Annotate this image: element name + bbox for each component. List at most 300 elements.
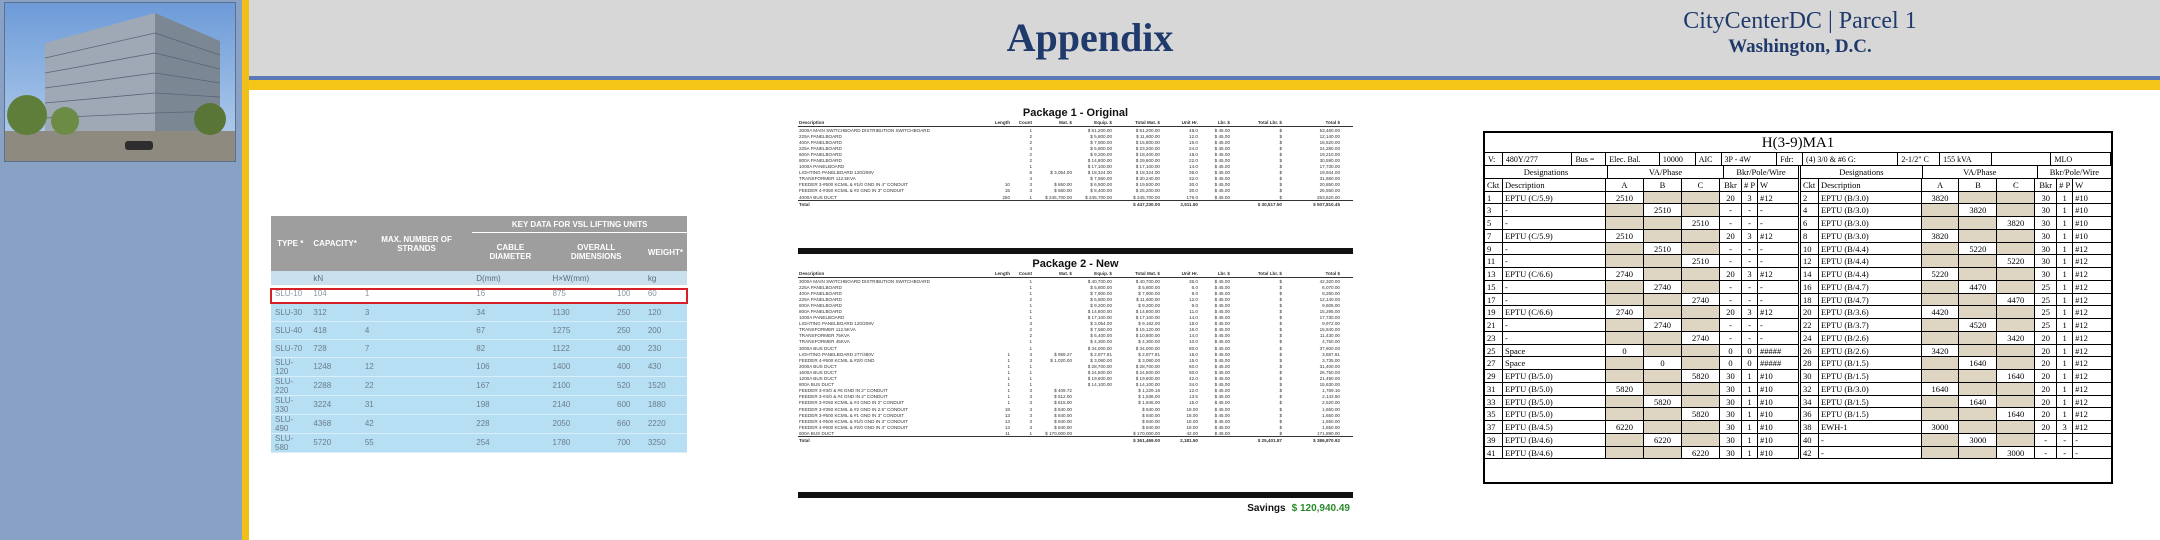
unit-cell xyxy=(549,271,613,285)
package-cell: 18.00 xyxy=(1186,424,1198,430)
package-cell: LIGHTING PANELBOARD 277/480V xyxy=(799,351,874,357)
panel-cell: Space xyxy=(1503,357,1606,369)
panel-column-header xyxy=(1801,179,2111,192)
panel-cell: 30 xyxy=(1720,370,1742,382)
panel-circuit-row xyxy=(1801,204,2111,217)
package-cell: $ 11,600.00 xyxy=(1136,133,1160,139)
panel-cell: - xyxy=(1720,332,1742,344)
panel-cell xyxy=(1922,255,1960,267)
table-cell: 167 xyxy=(472,376,548,395)
panel-cell: 5220 xyxy=(1997,255,2035,267)
package-cell: 2 xyxy=(1029,133,1032,139)
panel-circuit-row xyxy=(1801,306,2111,319)
panel-cell xyxy=(1922,332,1960,344)
package-cell: $ 245,700.00 xyxy=(1133,194,1160,200)
panel-cell xyxy=(1644,383,1682,395)
package-cell: 6.0 xyxy=(1191,284,1198,290)
panel-cell: 1640 xyxy=(1959,396,1997,408)
panel-cell xyxy=(1644,230,1682,242)
panel-cell: #12 xyxy=(2075,358,2088,369)
package-cell: $ 40,700.00 xyxy=(1087,278,1112,284)
package-cell: $ 45.00 xyxy=(1214,394,1230,400)
panel-cell: #12 xyxy=(1760,230,1773,241)
package-cell: LIGHTING PANELBOARD 120/208V xyxy=(799,170,874,176)
package-cell: 13 xyxy=(1004,424,1010,430)
package-cell: FEEDER 4-#600 KCMIL & #2/0 GND xyxy=(799,357,875,363)
panel-cell: - xyxy=(1503,255,1606,267)
package-cell: 2,520.00 xyxy=(1322,400,1340,406)
unit-separator: × xyxy=(558,273,563,283)
table-cell: 5720 xyxy=(309,433,360,452)
package-cell: 2 xyxy=(1029,139,1032,145)
table-cell: SLU-330 xyxy=(271,395,309,414)
panel-cell: 31 xyxy=(1485,383,1503,395)
package-row xyxy=(798,327,1353,333)
panel-cell: 4 xyxy=(1801,204,1819,216)
panel-cell: 36 xyxy=(1801,408,1819,420)
panel-cell: 25 xyxy=(1485,345,1503,357)
panel-cell: 40 xyxy=(1801,434,1819,446)
panel-cell: 1 xyxy=(1742,396,1758,408)
panel-cell: 1640 xyxy=(1922,383,1960,395)
package-cell: 24,280.00 xyxy=(1319,145,1340,151)
package-cell: $ xyxy=(1279,363,1282,369)
package-cell: 1 xyxy=(1007,394,1010,400)
package-cell: $ 18,324.00 xyxy=(1087,170,1112,176)
panel-cell: - xyxy=(1503,281,1606,293)
panel-circuit-row xyxy=(1485,408,1798,421)
panel-cell: - xyxy=(1760,332,1763,343)
package-cell: 3000A MAIN SWITCHBOARD DISTRIBUTION SWITCHBOARD xyxy=(799,127,930,133)
panel-cell: EPTU (B/3.0) xyxy=(1819,204,1922,216)
panel-cell: EPTU (B/4.6) xyxy=(1503,447,1606,459)
table-cell: 100 xyxy=(613,285,644,303)
panel-cell: - xyxy=(1760,294,1763,305)
package-cell: 3 xyxy=(1029,182,1032,188)
package-cell: $ 45.00 xyxy=(1214,302,1230,308)
panel-cell: 3420 xyxy=(1997,332,2035,344)
panel-cell: 1 xyxy=(2057,408,2073,420)
package-cell: $ 245,700.00 xyxy=(1085,194,1112,200)
package-cell: 1,650.00 xyxy=(1322,424,1340,430)
table-cell: 400 xyxy=(613,357,644,376)
panel-cell: 1 xyxy=(2057,243,2073,255)
panel-cell: - xyxy=(1742,255,1758,267)
panel-cell: 20 xyxy=(2035,357,2057,369)
panel-cell: - xyxy=(1503,319,1606,331)
panel-cell: - xyxy=(1720,255,1742,267)
panel-cell: 5220 xyxy=(1922,268,1960,280)
package-cell: 15,295.00 xyxy=(1319,309,1340,315)
package-cell: $ 245,700.00 xyxy=(1045,194,1072,200)
panel-cell: 30 xyxy=(2035,268,2057,280)
package-cell: 24.0 xyxy=(1189,145,1198,151)
panel-cell xyxy=(1959,370,1997,382)
panel-cell: EPTU (B/4.4) xyxy=(1819,243,1922,255)
panel-cell: 15 xyxy=(1485,281,1503,293)
panel-circuit-row xyxy=(1801,332,2111,345)
building-photo xyxy=(4,2,236,162)
package-cell: $ 11,600.00 xyxy=(1136,296,1160,302)
panel-cell xyxy=(1682,396,1720,408)
package-cell: $ 45.00 xyxy=(1214,296,1230,302)
panel-cell: 9 xyxy=(1485,243,1503,255)
table-row xyxy=(271,414,687,433)
panel-cell: - xyxy=(1742,243,1758,255)
panel-cell xyxy=(1606,396,1644,408)
panel-cell: EWH-1 xyxy=(1819,421,1922,433)
panel-cell: 1 xyxy=(1742,370,1758,382)
package-cell: 1 xyxy=(1029,345,1032,351)
panel-cell: 22 xyxy=(1801,319,1819,331)
panel-cell xyxy=(1997,383,2035,395)
package-cell: $ 28,700.00 xyxy=(1087,363,1112,369)
panel-cell: EPTU (B/5.0) xyxy=(1503,383,1606,395)
package-cell: TRANSFORMER 45KVA xyxy=(799,339,850,345)
panel-cell: 2510 xyxy=(1606,192,1644,204)
package-cell: 600A PANELBOARD xyxy=(799,151,842,157)
panel-cell: 30 xyxy=(1720,434,1742,446)
panel-cell xyxy=(1682,434,1720,446)
panel-cell: 0 xyxy=(1606,345,1644,357)
package-cell: $ 5,800.00 xyxy=(1090,296,1112,302)
package-row xyxy=(798,133,1353,139)
panel-cell: 1 xyxy=(2057,192,2073,204)
package-cell: $ 51,200.00 xyxy=(1087,127,1112,133)
panel-cell: EPTU (B/1.5) xyxy=(1819,370,1922,382)
panel-cell xyxy=(1644,268,1682,280)
package-header-cell: Count xyxy=(1018,271,1032,276)
package-cell: 1,769.16 xyxy=(1322,388,1340,394)
package-total-cell: $ 30,517.50 xyxy=(1257,202,1282,208)
package-cell: 53,460.00 xyxy=(1319,127,1340,133)
panel-cell: EPTU (B/2.6) xyxy=(1819,332,1922,344)
package-header-cell: Length xyxy=(994,271,1010,276)
package-cell: 12,140.00 xyxy=(1319,296,1340,302)
panel-circuit-row xyxy=(1485,281,1798,294)
package-cell: 250 xyxy=(1002,194,1010,200)
package-cell: 3 xyxy=(1029,351,1032,357)
package-cell: $ xyxy=(1279,345,1282,351)
package-header-cell: Unit Hr. xyxy=(1181,120,1198,125)
panel-cell: 20 xyxy=(2035,408,2057,420)
panel-cell xyxy=(1959,421,1997,433)
panel-cell: #12 xyxy=(1760,307,1773,318)
package-cell: 15.0 xyxy=(1189,357,1198,363)
package-row xyxy=(798,139,1353,145)
panel-cell: 20 xyxy=(1801,306,1819,318)
package-cell: FEEDER 4-#350 KCMIL & #2 GND IN 3" CONDUIT xyxy=(799,188,905,194)
panel-column-label: W xyxy=(1760,179,1769,190)
table-cell: 1275 xyxy=(549,321,613,339)
panel-cell: #10 xyxy=(2075,230,2088,241)
package-cell: $ 45.00 xyxy=(1214,139,1230,145)
package-cell: 1 xyxy=(1029,290,1032,296)
panel-cell: #12 xyxy=(2075,383,2088,394)
table-cell: 60 xyxy=(644,285,687,303)
table-row xyxy=(271,357,687,376)
package-cell: 1000A PANELBOARD xyxy=(799,164,845,170)
package-total-cell: Total xyxy=(799,202,810,208)
package-row xyxy=(798,363,1353,369)
panel-circuit-row xyxy=(1801,319,2111,332)
panel-cell xyxy=(1922,434,1960,446)
panel-cell: - xyxy=(1503,332,1606,344)
panel-cell xyxy=(1682,319,1720,331)
package-cell: 1 xyxy=(1029,382,1032,388)
panel-cell xyxy=(1606,255,1644,267)
table-cell: 22 xyxy=(361,376,472,395)
package-cell: 4000A BUS DUCT xyxy=(799,194,837,200)
panel-cell: - xyxy=(1720,217,1742,229)
panel-cell: - xyxy=(1720,243,1742,255)
package-cell: 32.0 xyxy=(1189,176,1198,182)
package-cell: $ 17,100.00 xyxy=(1135,315,1160,321)
package-cell: 225A PANELBOARD xyxy=(799,133,842,139)
package-row xyxy=(798,308,1353,314)
panel-cell: 24 xyxy=(1801,332,1819,344)
package-cell: 3 xyxy=(1029,400,1032,406)
panel-cell: 28 xyxy=(1801,357,1819,369)
package-cell: 18.0 xyxy=(1189,321,1198,327)
package-cell: $ 7,900.00 xyxy=(1138,290,1160,296)
table-cell: SLU-70 xyxy=(271,339,309,357)
package-cell: $ 45.00 xyxy=(1214,388,1230,394)
package-cell: $ 14,100.00 xyxy=(1087,382,1112,388)
panel-cell: - xyxy=(1503,243,1606,255)
package-cell: 11 xyxy=(1005,430,1010,436)
panel-cell: - xyxy=(1503,204,1606,216)
package-cell: $ 45.00 xyxy=(1214,188,1230,194)
table-cell: 228 xyxy=(472,414,548,433)
package-cell: $ 409.72 xyxy=(1054,388,1072,394)
package-cell: 600A PANELBOARD xyxy=(799,302,842,308)
panel-cell: #12 xyxy=(2075,422,2088,432)
package-total-cell: $ 447,230.00 xyxy=(1133,202,1160,208)
panel-cell xyxy=(1644,192,1682,204)
table-cell: 3224 xyxy=(309,395,360,414)
panel-circuit-row xyxy=(1801,192,2111,205)
panel-cell: 5 xyxy=(1485,217,1503,229)
panel-group-label: VA/Phase xyxy=(1608,166,1724,178)
package-cell: $ xyxy=(1279,188,1282,194)
package-header-cell: Mat. $ xyxy=(1058,271,1072,276)
panel-cell: - xyxy=(1742,204,1758,216)
package-cell: $ xyxy=(1279,333,1282,339)
table-cell: 104 xyxy=(309,285,360,303)
panel-circuit-row xyxy=(1485,332,1798,345)
package-cell: $ xyxy=(1279,327,1282,333)
package-cell: TRANSFORMER 112.5KVA xyxy=(799,176,856,182)
package-row xyxy=(798,351,1353,357)
package-cell: $ 170,000.00 xyxy=(1133,430,1160,436)
panel-cell: 4470 xyxy=(1959,281,1997,293)
panel-cell: #12 xyxy=(1760,269,1773,279)
package2-table xyxy=(798,270,1353,444)
package-cell: 1 xyxy=(1029,315,1032,321)
panel-cell: - xyxy=(1819,447,1922,459)
package-cell: $ 6,500.00 xyxy=(1090,182,1112,188)
package-cell: 2000A BUS DUCT xyxy=(799,363,837,369)
panel-cell: 1 xyxy=(2057,217,2073,229)
package-cell: 22.0 xyxy=(1189,158,1198,164)
package-cell: 30.0 xyxy=(1189,188,1198,194)
package-cell: 1 xyxy=(1007,351,1010,357)
table-cell: 250 xyxy=(613,321,644,339)
panel-cell: 13 xyxy=(1485,268,1503,280)
package-cell: 225A PANELBOARD xyxy=(799,145,842,151)
panel-cell: EPTU (B/2.6) xyxy=(1819,345,1922,357)
package-cell: $ 45.00 xyxy=(1214,290,1230,296)
table-cell: 1122 xyxy=(549,339,613,357)
package-cell: 2 xyxy=(1029,158,1032,164)
package2-divider xyxy=(798,492,1353,498)
panel-circuit-row xyxy=(1485,383,1798,396)
package-row xyxy=(798,164,1353,170)
package-header-cell: Unit Hr. xyxy=(1181,271,1198,276)
panel-cell: 2740 xyxy=(1606,268,1644,280)
package-row xyxy=(798,176,1353,182)
panel-circuit-row xyxy=(1485,357,1798,370)
package-cell: $ 45.00 xyxy=(1214,170,1230,176)
panel-cell: - xyxy=(1819,434,1922,446)
panel-cell: #10 xyxy=(1760,409,1773,420)
panel-cell xyxy=(1644,306,1682,318)
panel-cell: 4470 xyxy=(1997,294,2035,306)
panel-cell: 42 xyxy=(1801,447,1819,459)
panel-cell: 0 xyxy=(1644,357,1682,369)
package-cell: 4,750.00 xyxy=(1322,339,1340,345)
panel-circuit-row xyxy=(1485,255,1798,268)
panel-circuit-row xyxy=(1485,268,1798,281)
package-header-row xyxy=(798,119,1353,127)
panel-cell: 12 xyxy=(1801,255,1819,267)
package-cell: $ 840.00 xyxy=(1054,424,1072,430)
package-cell: 3 xyxy=(1029,424,1032,430)
package-header-cell: Equip. $ xyxy=(1094,120,1112,125)
panel-cell: 25 xyxy=(2035,281,2057,293)
sidebar-accent-stripe xyxy=(242,0,249,540)
package-cell: 1,650.00 xyxy=(1322,412,1340,418)
panel-cell: 1640 xyxy=(1997,408,2035,420)
panel-cell: - xyxy=(1720,294,1742,306)
package-header-cell: Count xyxy=(1018,120,1032,125)
package-header-cell: Mat. $ xyxy=(1058,120,1072,125)
package-cell: 10.0 xyxy=(1189,339,1198,345)
panel-cell: - xyxy=(1760,256,1763,267)
panel-circuit-row xyxy=(1485,421,1798,434)
panel-group-header xyxy=(1485,166,1798,179)
package-cell: $ 45.00 xyxy=(1214,406,1230,412)
table-cell: SLU-40 xyxy=(271,321,309,339)
panel-cell xyxy=(1682,243,1720,255)
package-cell: $ 19,600.00 xyxy=(1135,376,1160,382)
package-cell: 11,430.00 xyxy=(1319,333,1340,339)
panel-info-cell: Fdr: xyxy=(1777,153,1803,165)
panel-cell: EPTU (B/3.7) xyxy=(1819,319,1922,331)
savings-summary xyxy=(1190,503,1350,514)
package-cell: 1 xyxy=(1029,363,1032,369)
panel-cell xyxy=(1682,306,1720,318)
table-cell: 82 xyxy=(472,339,548,357)
panel-cell xyxy=(1644,370,1682,382)
package-cell: $ 840.00 xyxy=(1054,412,1072,418)
panel-column-label: Ckt xyxy=(1801,179,1819,191)
panel-cell: 1 xyxy=(1742,434,1758,446)
panel-column-label: C xyxy=(1997,179,2035,191)
panel-cell: 3820 xyxy=(1922,230,1960,242)
panel-cell: 6220 xyxy=(1682,447,1720,459)
table-cell: 875 xyxy=(549,285,613,303)
panel-cell xyxy=(1997,421,2035,433)
panel-cell: - xyxy=(2075,447,2078,458)
table-row xyxy=(271,433,687,452)
units-row xyxy=(271,271,687,285)
panel-cell: 3 xyxy=(1485,204,1503,216)
table-cell: 31 xyxy=(361,395,472,414)
package-cell: 16,520.00 xyxy=(1319,139,1340,145)
package-cell: $ 840.00 xyxy=(1142,412,1160,418)
panel-circuit-row xyxy=(1801,357,2111,370)
col-capacity: CAPACITY* xyxy=(309,216,360,271)
package-cell: $ 5,800.00 xyxy=(1090,145,1112,151)
package-cell: 3 xyxy=(1029,357,1032,363)
package-cell: 50.0 xyxy=(1189,369,1198,375)
panel-cell: 5820 xyxy=(1606,383,1644,395)
panel-cell: 26 xyxy=(1801,345,1819,357)
panel-cell: - xyxy=(1720,281,1742,293)
panel-cell xyxy=(1959,383,1997,395)
package-cell: $ 24,500.00 xyxy=(1135,369,1160,375)
panel-left-side xyxy=(1485,166,1798,459)
panel-cell xyxy=(1997,243,2035,255)
panel-cell xyxy=(1682,204,1720,216)
panel-cell xyxy=(1959,230,1997,242)
package-cell: $ 3,054.00 xyxy=(1050,170,1072,176)
lifting-units-table xyxy=(271,216,687,453)
package-cell: FEEDER 4-#600 KCMIL & #2/0 GND IN 4" CONDUIT xyxy=(799,424,908,430)
panel-cell: 3000 xyxy=(1959,434,1997,446)
panel-circuit-row xyxy=(1801,230,2111,243)
package-cell: 800A PANELBOARD xyxy=(799,158,842,164)
table-cell: 55 xyxy=(361,433,472,452)
panel-cell: - xyxy=(2075,434,2078,445)
package-cell: $ 24,500.00 xyxy=(1087,369,1112,375)
package-cell: 3 xyxy=(1029,418,1032,424)
package-cell: $ 45.00 xyxy=(1214,357,1230,363)
package-cell: $ 45.00 xyxy=(1214,278,1230,284)
panel-cell: 14 xyxy=(1801,268,1819,280)
package-cell: 6,070.00 xyxy=(1322,284,1340,290)
package1-table xyxy=(798,119,1353,208)
panel-cell: 1 xyxy=(1742,408,1758,420)
package-cell: 225A PANELBOARD xyxy=(799,296,842,302)
package-row xyxy=(798,145,1353,151)
panel-cell: 30 xyxy=(1720,408,1742,420)
panel-cell xyxy=(1997,345,2035,357)
panel-info-cell: AIC xyxy=(1696,153,1722,165)
panel-cell: 1 xyxy=(1742,421,1758,433)
table-cell: 2220 xyxy=(644,414,687,433)
package-cell: 42.0 xyxy=(1189,376,1198,382)
panel-cell: 1 xyxy=(2057,370,2073,382)
package-cell: $ 9,200.00 xyxy=(1090,302,1112,308)
package-cell: $ 2,877.81 xyxy=(1138,351,1160,357)
package-total-cell: $ 386,870.92 xyxy=(1313,438,1340,444)
package-cell: $ 5,800.00 xyxy=(1090,284,1112,290)
table-row xyxy=(271,376,687,395)
panel-cell: 20 xyxy=(1720,268,1742,280)
